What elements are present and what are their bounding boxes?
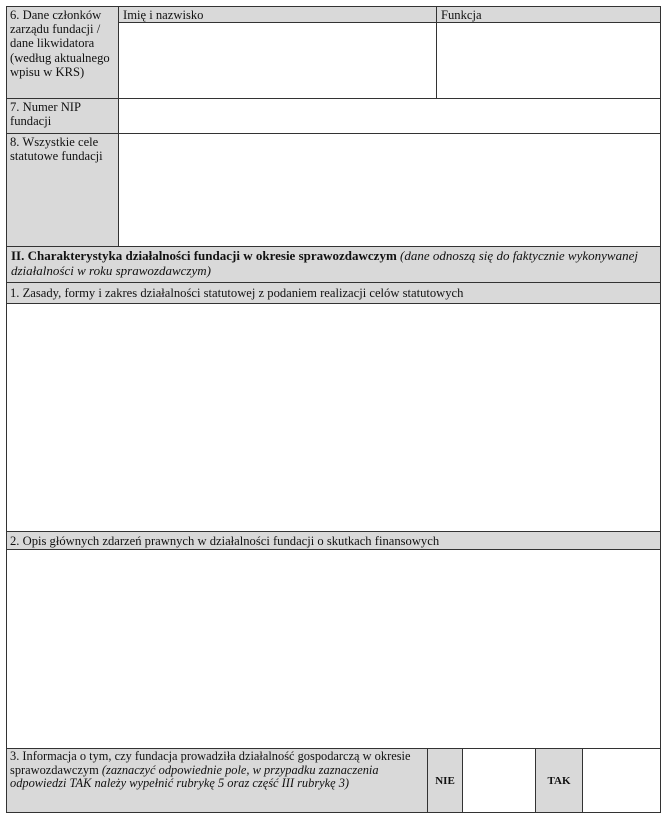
nip-number-label: 7. Numer NIP fundacji — [6, 98, 119, 134]
statutory-activity-field[interactable] — [6, 303, 661, 532]
board-members-label-text: 6. Dane członków zarządu fundacji / dane likwidatora (według aktualnego wpisu w KRS) — [10, 8, 110, 79]
board-members-label — [6, 6, 119, 99]
option-yes-label: TAK — [535, 748, 583, 813]
section-2-note: (dane odnoszą się do faktycznie wykonywanej działalności w roku sprawozdawczym) — [11, 248, 638, 278]
option-no-checkbox[interactable] — [462, 748, 536, 813]
option-no-label: NIE — [427, 748, 463, 813]
statutory-activity-label: 1. Zasady, formy i zakres działalności statutowej z podaniem realizacji celów statutowych — [6, 282, 661, 304]
legal-events-field[interactable] — [6, 549, 661, 749]
statutory-goals-label: 8. Wszystkie cele statutowe fundacji — [6, 133, 119, 247]
column-header-function: Funkcja — [436, 6, 661, 23]
section-2-title: II. Charakterystyka działalności fundacji w okresie sprawozdawczym — [11, 248, 397, 263]
statutory-goals-field[interactable] — [118, 133, 661, 247]
board-member-name-field[interactable] — [118, 22, 437, 99]
section-2-header — [6, 246, 661, 283]
board-member-function-field[interactable] — [436, 22, 661, 99]
foundation-report-form — [6, 6, 661, 813]
column-header-name: Imię i nazwisko — [118, 6, 437, 23]
business-activity-label: 3. Informacja o tym, czy fundacja prowadziła działalność gospodarczą w okresie sprawozdawczym (zaznaczyć odpowiednie pole, w przypadku zaznaczenia odpowiedzi TAK należy wypełnić rubrykę 5 oraz część III rubrykę 3) — [6, 748, 428, 813]
nip-number-field[interactable] — [118, 98, 661, 134]
option-yes-checkbox[interactable] — [582, 748, 661, 813]
legal-events-label: 2. Opis głównych zdarzeń prawnych w działalności fundacji o skutkach finansowych — [6, 531, 661, 550]
